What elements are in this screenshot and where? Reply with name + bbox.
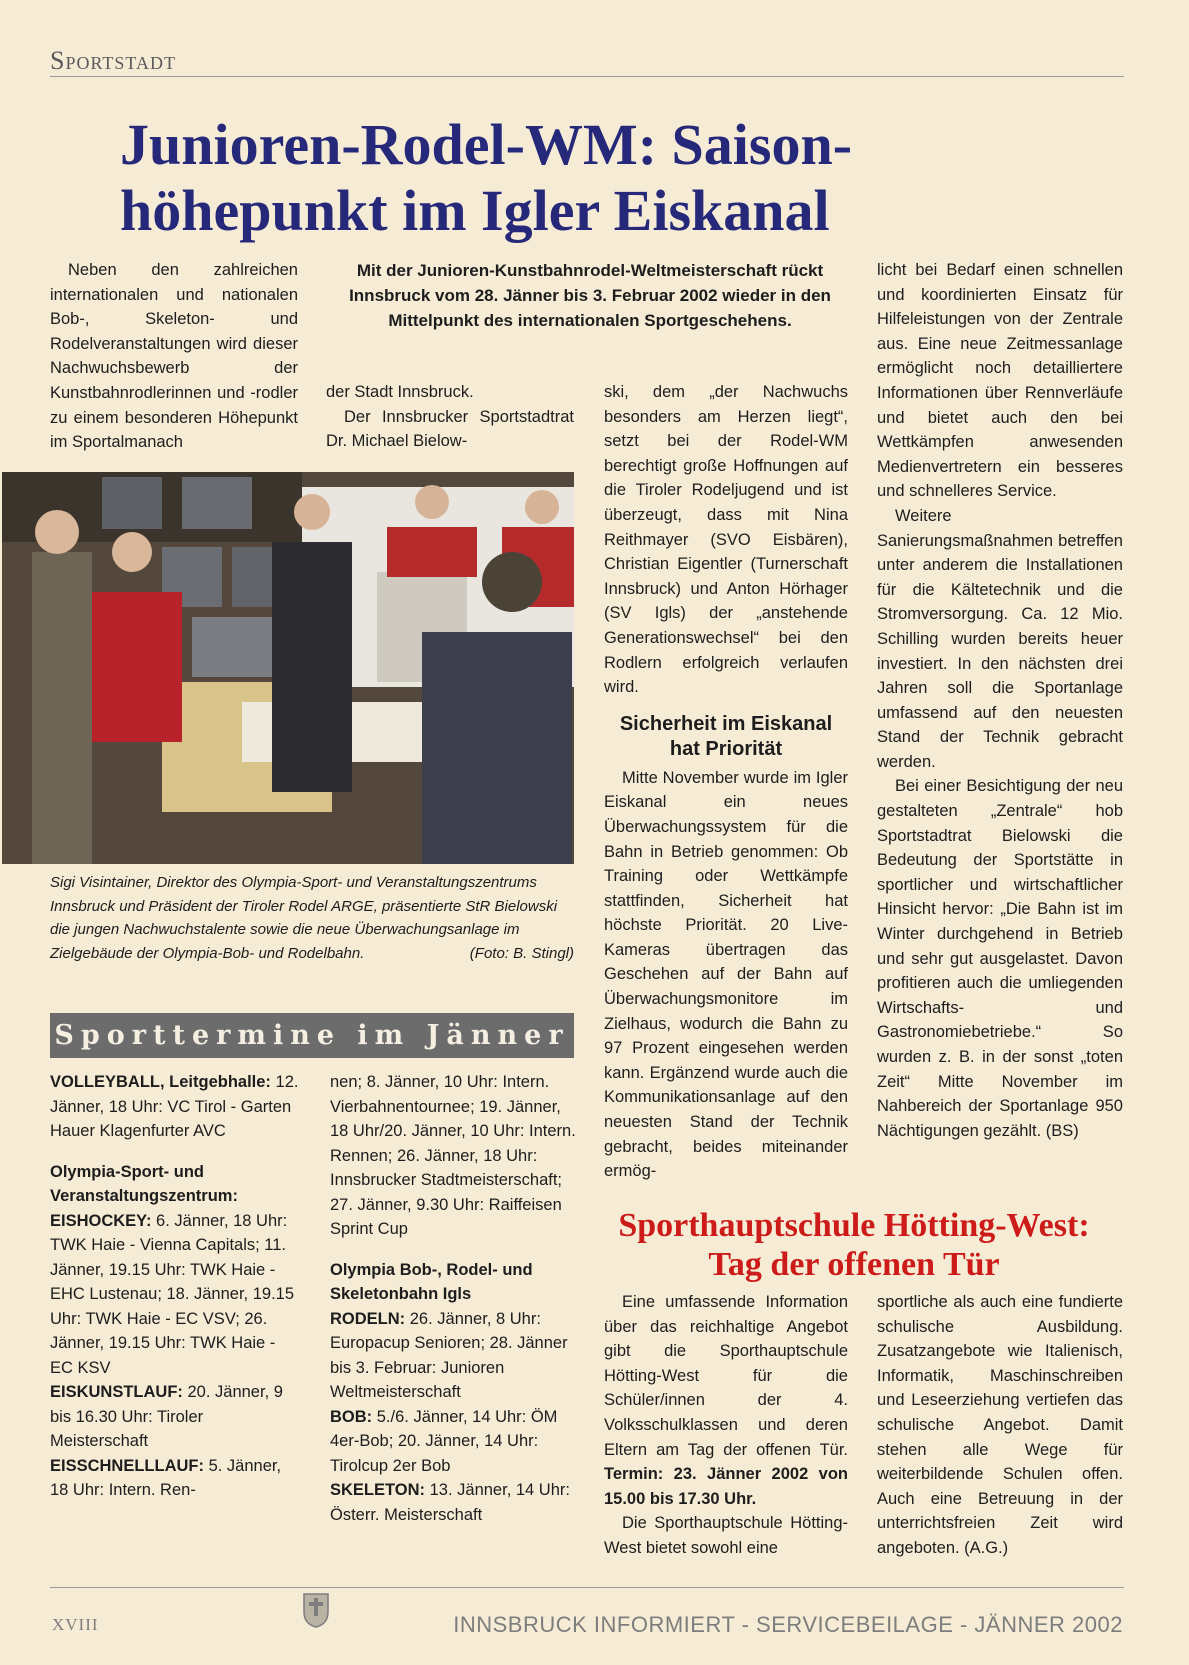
termine-text: 5./6. Jänner, 14 Uhr: ÖM 4er-Bob; 20. Jänner, 14 Uhr: Tirolcup 2er Bob bbox=[330, 1407, 558, 1475]
termine-text: 5. Jänner, 18 Uhr: Intern. Ren- bbox=[50, 1456, 282, 1499]
page-number: XVIII bbox=[52, 1615, 99, 1634]
school-col1 bbox=[604, 1290, 848, 1561]
article-col3 bbox=[604, 380, 848, 1184]
article-paragraph: Der Innsbrucker Sportstadtrat Dr. Michael Bielow- bbox=[326, 407, 574, 451]
photo-illustration bbox=[2, 472, 574, 864]
termine-keyword: RODELN: bbox=[330, 1309, 406, 1328]
article-col1 bbox=[50, 258, 298, 455]
termine-keyword: EISSCHNELLLAUF: bbox=[50, 1456, 204, 1475]
article-paragraph: Weitere Sanierungsmaßnahmen betreffen unter anderem die Installationen für die Kältetechnik und die Stromversorgung. Ca. 12 Mio. Schilling wurden bereits heuer investiert. In den nächsten drei Jahren soll die Sportanlage umfassend auf den neuesten Stand der Technik gebracht werden. bbox=[877, 506, 1123, 771]
footer-publication: INNSBRUCK INFORMIERT - SERVICEBEILAGE - JÄNNER 2002 bbox=[453, 1612, 1123, 1637]
article-paragraph: Neben den zahlreichen internationalen und nationalen Bob-, Skeleton- und Rodelveranstaltungen wird dieser Nachwuchsbewerb der Kunstbahnrodlerinnen und -rodler zu einem besonderen Höhepunkt im Sportalmanach bbox=[50, 261, 298, 452]
termine-text: 26. Jänner, 8 Uhr: Europacup Senioren; 28. Jänner bis 3. Februar: Junioren Weltmeisterschaft bbox=[330, 1309, 568, 1401]
termine-keyword: EISHOCKEY: bbox=[50, 1211, 152, 1230]
termine-keyword: VOLLEYBALL, Leitgebhalle: bbox=[50, 1073, 271, 1091]
article-photo bbox=[2, 472, 574, 864]
school-paragraph bbox=[604, 1290, 848, 1511]
article-paragraph: der Stadt Innsbruck. bbox=[326, 383, 474, 401]
termine-text: 13. Jänner, 14 Uhr: Österr. Meisterschaft bbox=[330, 1481, 570, 1524]
termine-keyword: SKELETON: bbox=[330, 1481, 426, 1499]
termine-igls bbox=[330, 1258, 576, 1528]
termine-keyword: BOB: bbox=[330, 1407, 373, 1426]
photo-caption bbox=[50, 871, 574, 965]
school-paragraph: sportliche als auch eine fundierte schulische Ausbildung. Zusatzangebote wie Italienisch, Informatik, Maschinschreiben und Leseerziehung vertiefen das schulische Angebot. Damit stehen alle Wege für weiterbildende Schulen offen. Auch eine Betreuung in der unterrichtsfreien Zeit wird angeboten. (A.G.) bbox=[877, 1293, 1123, 1557]
headline-line-2: höhepunkt im Igler Eiskanal bbox=[120, 178, 830, 243]
termine-volleyball bbox=[50, 1070, 302, 1144]
photo-credit: (Foto: B. Stingl) bbox=[469, 944, 574, 962]
school-headline: Sporthauptschule Hötting-West: Tag der offenen Tür bbox=[618, 1207, 1090, 1283]
article-paragraph: licht bei Bedarf einen schnellen und koordinierten Einsatz für Hilfeleistungen von der Zentrale aus. Eine neue Zeitmessanlage ermöglicht noch detailliertere Informationen über Rennverläufe und bietet auch den bei Wettkämpfen anwesenden Medienvertretern ein besseres und schnelleres Service. bbox=[877, 261, 1123, 501]
termine-olympia bbox=[50, 1160, 302, 1503]
section-label: Sportstadt bbox=[50, 46, 176, 75]
termine-col1 bbox=[50, 1070, 302, 1503]
article-col4 bbox=[877, 258, 1123, 1143]
termine-keyword: EISKUNSTLAUF: bbox=[50, 1383, 183, 1401]
article-lead: Mit der Junioren-Kunstbahnrodel-Weltmeisterschaft rückt Innsbruck vom 28. Jänner bis 3. Februar 2002 wieder in den Mittelpunkt des internationalen Sportgeschehens. bbox=[349, 261, 831, 330]
article-subhead: Sicherheit im Eiskanal hat Priorität bbox=[619, 712, 833, 760]
article-paragraph: ski, dem „der Nachwuchs besonders am Herzen liegt“, setzt bei der Rodel-WM berechtigt große Hoffnungen auf die Tiroler Rodeljugend und ist überzeugt, dass mit Nina Reithmayer (SVO Eisbären), Christian Eigentler (Turnerschaft Innsbruck) und Anton Hörhager (SV Igls) der „anstehende Generationswechsel“ bei den Rodlern erfolgreich verlaufen wird. bbox=[604, 383, 848, 697]
termine-col2 bbox=[330, 1070, 576, 1527]
headline-line-1: Junioren-Rodel-WM: Saison- bbox=[120, 112, 853, 177]
school-col2 bbox=[877, 1290, 1123, 1561]
article-col2 bbox=[326, 380, 574, 454]
school-text: Eine umfassende Information über das reichhaltige Angebot gibt die Sporthauptschule Hötting-West für die Schüler/innen der 4. Volksschulklassen und deren Eltern am Tag der offenen Tür. bbox=[604, 1293, 848, 1459]
termine-venue-heading: Olympia-Sport- und Veranstaltungszentrum: bbox=[50, 1162, 238, 1205]
school-paragraph: Die Sporthauptschule Hötting-West bietet sowohl eine bbox=[604, 1514, 848, 1557]
article-headline bbox=[120, 112, 1100, 244]
termine-text: 20. Jänner, 9 bis 16.30 Uhr: Tiroler Meisterschaft bbox=[50, 1383, 283, 1450]
caption-text: Sigi Visintainer, Direktor des Olympia-Sport- und Veranstaltungszentrums Innsbruck und Präsident der Tiroler Rodel ARGE, präsentierte StR Bielowski die jungen Nachwuchstalente sowie die neue Überwachungsanlage im Zielgebäude der Olympia-Bob- und Rodelbahn. bbox=[50, 874, 558, 962]
city-crest-icon bbox=[302, 1592, 330, 1628]
termine-text: 12. Jänner, 18 Uhr: VC Tirol - Garten Hauer Klagenfurter AVC bbox=[50, 1073, 299, 1140]
footer-rule bbox=[50, 1587, 1124, 1588]
school-date: Termin: 23. Jänner 2002 von 15.00 bis 17.30 Uhr. bbox=[604, 1465, 848, 1508]
termine-text: nen; 8. Jänner, 10 Uhr: Intern. Vierbahnentournee; 19. Jänner, 18 Uhr/20. Jänner, 10 Uhr: Intern. Rennen; 26. Jänner, 18 Uhr: Innsbrucker Stadtmeisterschaft; 27. Jänner, 9.30 Uhr: Raiffeisen Sprint Cup bbox=[330, 1073, 576, 1238]
termine-banner bbox=[50, 1013, 574, 1058]
termine-venue-heading: Olympia Bob-, Rodel- und Skeletonbahn Igls bbox=[330, 1260, 533, 1303]
header-rule bbox=[50, 76, 1124, 77]
termine-banner-title: Sporttermine im Jänner bbox=[54, 1020, 570, 1051]
termine-text: 6. Jänner, 18 Uhr: TWK Haie - Vienna Capitals; 11. Jänner, 19.15 Uhr: TWK Haie - EHC Lustenau; 18. Jänner, 19.15 Uhr: TWK Haie - EC VSV; 26. Jänner, 19.15 Uhr: TWK Haie - EC KSV bbox=[50, 1211, 295, 1377]
article-paragraph: Mitte November wurde im Igler Eiskanal ein neues Überwachungssystem für die Bahn in Betrieb genommen: Ob Training oder Wettkämpfe stattfinden, Sicherheit hat höchste Priorität. 20 Live-Kameras übertragen das Geschehen auf der Bahn auf Überwachungsmonitore im Zielhaus, wodurch die Bahn zu 97 Prozent eingesehen werden kann. Ergänzend wurde auch die Kommunikationsanlage auf den neuesten Stand der Technik gebracht, beides miteinander ermög- bbox=[604, 768, 848, 1181]
article-paragraph: Bei einer Besichtigung der neu gestalteten „Zentrale“ hob Sportstadtrat Bielowski die Bedeutung der Sportstätte in sportlicher und wirtschaftlicher Hinsicht hervor: „Die Bahn ist im Winter durchgehend in Betrieb und sehr gut ausgelastet. Davon profitieren auch die umliegenden Wirtschafts- und Gastronomiebetriebe.“ So wurden z. B. in der sonst „toten Zeit“ Mitte November im Nahbereich der Sportanlage 950 Nächtigungen gezählt. (BS) bbox=[877, 777, 1123, 1140]
